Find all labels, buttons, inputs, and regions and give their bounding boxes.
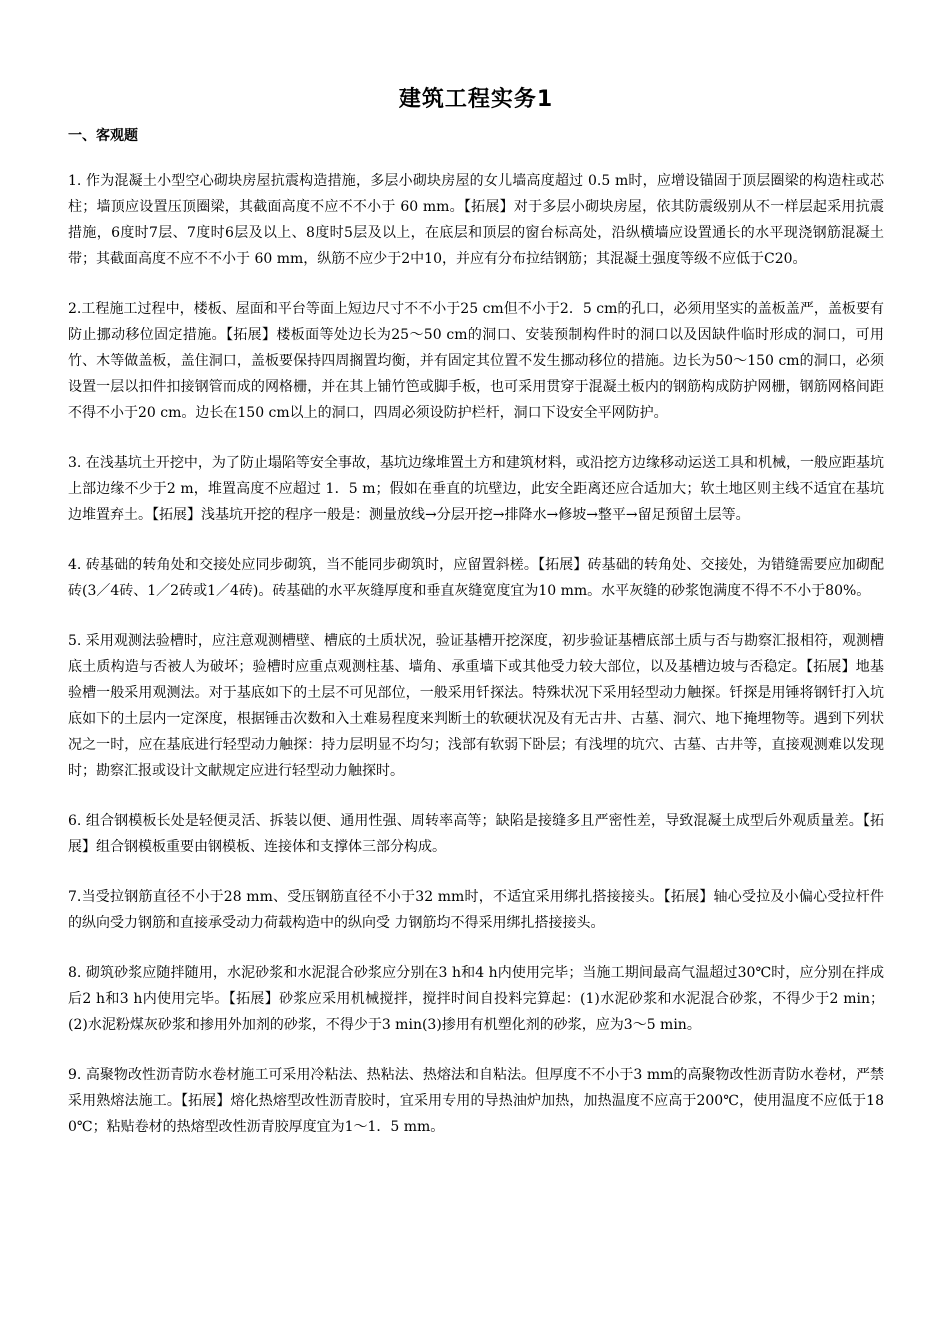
question-2: 2.工程施工过程中，楼板、屋面和平台等面上短边尺寸不不小于25 cm但不小于2．5 cm的孔口，必须用坚实的盖板盖严，盖板要有防止挪动移位固定措施。【拓展】楼板面等处边长为25～50 cm的洞口、安装预制构件时的洞口以及因缺件临时形成的洞口，可用竹、木等做盖板，盖住洞口，盖板要保持四周搁置均衡，并有固定其位置不发生挪动移位的措施。边长为50～150 cm的洞口，必须设置一层以扣件扣接钢管而成的网格栅，并在其上铺竹笆或脚手板，也可采用贯穿于混凝土板内的钢筋构成防护网栅，钢筋网格间距不得不小于20 cm。边长在150 cm以上的洞口，四周必须设防护栏杆，洞口下设安全平网防护。 — [68, 301, 884, 421]
document-page — [68, 84, 884, 1164]
question-8: 8. 砌筑砂浆应随拌随用，水泥砂浆和水泥混合砂浆应分别在3 h和4 h内使用完毕；当施工期间最高气温超过30℃时，应分别在拌成后2 h和3 h内使用完毕。【拓展】砂浆应采用机械搅拌，搅拌时间自投料完算起：(1)水泥砂浆和水泥混合砂浆，不得少于2 min；(2)水泥粉煤灰砂浆和掺用外加剂的砂浆，不得少于3 min(3)掺用有机塑化剂的砂浆，应为3～5 min。 — [68, 965, 884, 1033]
section-heading: 一、客观题 — [68, 128, 138, 144]
question-1: 1. 作为混凝土小型空心砌块房屋抗震构造措施，多层小砌块房屋的女儿墙高度超过 0.5 m时，应增设锚固于顶层圈梁的构造柱或芯柱；墙顶应设置压顶圈梁，其截面高度不应不不小于 60 mm。【拓展】对于多层小砌块房屋，依其防震级别从不一样层起采用抗震措施，6度时7层、7度时6层及以上、8度时5层及以上，在底层和顶层的窗台标高处，沿纵横墙应设置通长的水平现浇钢筋混凝土带；其截面高度不应不不小于 60 mm，纵筋不应少于2中10，并应有分布拉结钢筋；其混凝土强度等级不应低于C20。 — [68, 173, 884, 267]
question-6: 6. 组合钢模板长处是轻便灵活、拆装以便、通用性强、周转率高等；缺陷是接缝多且严密性差，导致混凝土成型后外观质量差。【拓展】组合钢模板重要由钢模板、连接体和支撑体三部分构成。 — [68, 813, 884, 855]
question-7: 7.当受拉钢筋直径不小于28 mm、受压钢筋直径不小于32 mm时，不适宜采用绑扎搭接接头。【拓展】轴心受拉及小偏心受拉杆件的纵向受力钢筋和直接承受动力荷载构造中的纵向受 力钢筋均不得采用绑扎搭接接头。 — [68, 889, 884, 931]
question-3: 3. 在浅基坑土开挖中，为了防止塌陷等安全事故，基坑边缘堆置土方和建筑材料，或沿挖方边缘移动运送工具和机械，一般应距基坑上部边缘不少于2 m，堆置高度不应超过 1．5 m；假如在垂直的坑壁边，此安全距离还应合适加大；软土地区则主线不适宜在基坑边堆置弃土。【拓展】浅基坑开挖的程序一般是：测量放线→分层开挖→排降水→修坡→整平→留足预留土层等。 — [68, 455, 884, 523]
question-5: 5. 采用观测法验槽时，应注意观测槽壁、槽底的土质状况，验证基槽开挖深度，初步验证基槽底部土质与否与勘察汇报相符，观测槽底土质构造与否被人为破坏；验槽时应重点观测柱基、墙角、承重墙下或其他受力较大部位，以及基槽边坡与否稳定。【拓展】地基验槽一般采用观测法。对于基底如下的土层不可见部位，一般采用钎探法。特殊状况下采用轻型动力触探。钎探是用锤将钢钎打入坑底如下的土层内一定深度，根据锤击次数和入土难易程度来判断土的软硬状况及有无古井、古墓、洞穴、地下掩埋物等。遇到下列状况之一时，应在基底进行轻型动力触探：持力层明显不均匀；浅部有软弱下卧层；有浅埋的坑穴、古墓、古井等，直接观测难以发现时；勘察汇报或设计文献规定应进行轻型动力触探时。 — [68, 633, 884, 779]
question-9: 9. 高聚物改性沥青防水卷材施工可采用冷粘法、热粘法、热熔法和自粘法。但厚度不不小于3 mm的高聚物改性沥青防水卷材，严禁采用熟熔法施工。【拓展】熔化热熔型改性沥青胶时，宜采用专用的导热油炉加热，加热温度不应高于200℃，使用温度不应低于180℃；粘贴卷材的热熔型改性沥青胶厚度宜为1～1．5 mm。 — [68, 1067, 884, 1135]
question-4: 4. 砖基础的转角处和交接处应同步砌筑，当不能同步砌筑时，应留置斜槎。【拓展】砖基础的转角处、交接处，为错缝需要应加砌配砖(3／4砖、1／2砖或1／4砖)。砖基础的水平灰缝厚度和垂直灰缝宽度宜为10 mm。水平灰缝的砂浆饱满度不得不不小于80%。 — [68, 557, 884, 599]
document-title: 建筑工程实务1 — [398, 87, 554, 112]
